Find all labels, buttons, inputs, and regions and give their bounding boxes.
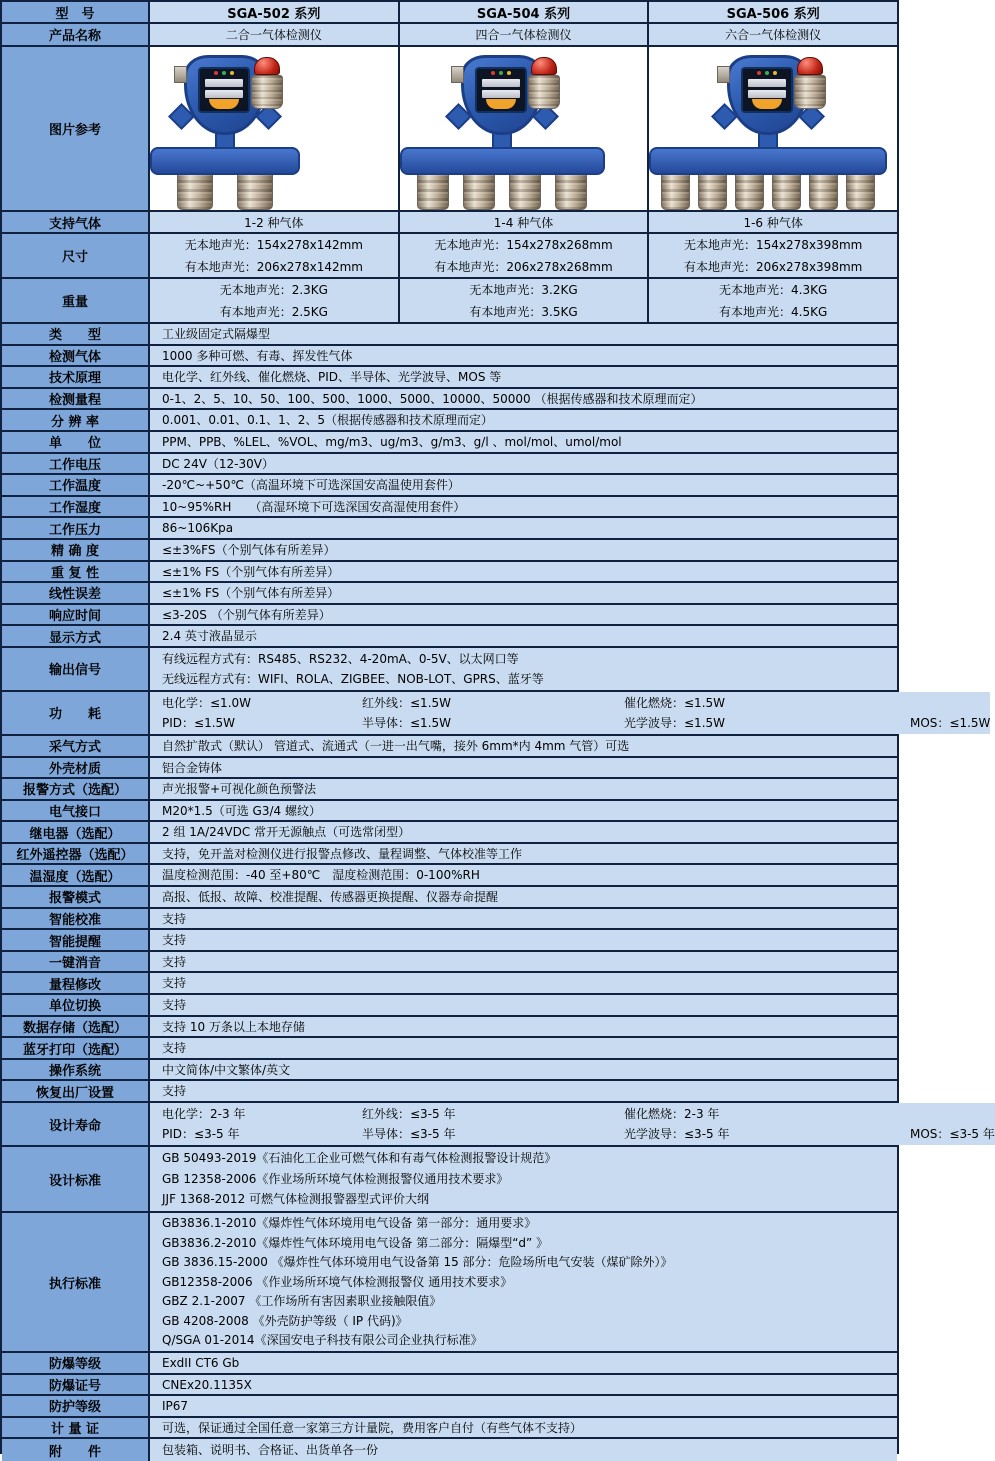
row-label-model: 型 号 [2, 2, 150, 22]
spec-row-value [150, 1213, 897, 1351]
spec-row-label: 外壳材质 [2, 758, 150, 778]
spec-row-label: 分 辨 率 [2, 410, 150, 430]
spec-row-value [150, 909, 897, 929]
led-green [222, 71, 226, 75]
spec-row-label: 采气方式 [2, 736, 150, 756]
spec-line: 工业级固定式隔爆型 [162, 327, 271, 341]
spec-row [2, 1017, 897, 1039]
spec-line: 2.4 英寸液晶显示 [162, 629, 257, 644]
spec-line: 高报、低报、故障、校准提醒、传感器更换提醒、仪器寿命提醒 [162, 890, 499, 905]
gas-support-504: 1-4 种气体 [400, 212, 650, 232]
sensor-manifold-bar [400, 147, 605, 175]
screen-reading-row [205, 79, 243, 87]
spec-row-value [150, 497, 897, 517]
spec-line: GB 3836.15-2000 《爆炸性气体环境用电气设备第 15 部分：危险场所电气安装（煤矿除外）》 [162, 1255, 673, 1270]
spec-row-label: 功 耗 [2, 692, 150, 734]
spec-row-value [150, 583, 897, 603]
spec-row [2, 1038, 897, 1060]
sensor-row [653, 170, 883, 210]
mount-ear-left [168, 103, 195, 130]
gas-detector-illustration [649, 53, 887, 209]
spec-line: Q/SGA 01-2014《深国安电子科技有限公司企业执行标准》 [162, 1332, 483, 1347]
spec-row [2, 518, 897, 540]
spec-row-value [150, 973, 897, 993]
spec-row [2, 475, 897, 497]
spec-line: PPM、PPB、%LEL、%VOL、mg/m3、ug/m3、g/m3、g/l 、mol/mol、umol/mol [162, 434, 622, 449]
spec-row-label: 单 位 [2, 432, 150, 452]
spec-row-value [150, 562, 897, 582]
spec-grid-segment: PID：≤1.5W [162, 715, 236, 730]
spec-row-label: 检测量程 [2, 389, 150, 409]
beacon-body [251, 75, 283, 109]
weight-506 [649, 279, 897, 322]
beacon-red-dome [531, 57, 557, 75]
row-label-weight: 重量 [2, 279, 150, 322]
spec-row-label: 一键消音 [2, 952, 150, 972]
spec-row [2, 1353, 897, 1375]
spec-row [2, 1213, 897, 1353]
led-green [499, 71, 503, 75]
screen-button-arc [209, 99, 239, 109]
spec-grid-segment: 电化学：2-3 年 [162, 1106, 246, 1121]
spec-grid-segment: 催化燃烧：≤1.5W [624, 695, 726, 710]
spec-row [2, 497, 897, 519]
spec-grid-segment: 催化燃烧：2-3 年 [624, 1106, 720, 1121]
spec-row-label: 工作电压 [2, 454, 150, 474]
spec-row-value [150, 758, 897, 778]
spec-row [2, 1081, 897, 1103]
spec-row-value [150, 930, 897, 950]
spec-row-label: 电气接口 [2, 801, 150, 821]
spec-rows-container [2, 324, 995, 1461]
spec-row-value [150, 475, 897, 495]
brass-sensor [237, 170, 273, 210]
spec-line: GB12358-2006 《作业场所环境气体检测报警仪 通用技术要求》 [162, 1274, 513, 1289]
spec-line: -20℃~+50℃（高温环境下可选深国安高温使用套件） [162, 478, 460, 493]
spec-row-label: 输出信号 [2, 648, 150, 690]
spec-line: 支持 [162, 911, 187, 926]
spec-row-label: 防爆证号 [2, 1375, 150, 1395]
spec-row [2, 692, 991, 736]
spec-row [2, 1103, 995, 1147]
screen-reading-row [748, 79, 786, 87]
spec-row [2, 540, 897, 562]
spec-row [2, 324, 897, 346]
model-header-row [2, 2, 897, 24]
spec-line: ≤3-20S （个别气体有所差异） [162, 607, 331, 622]
spec-row-label: 智能提醒 [2, 930, 150, 950]
spec-row [2, 865, 897, 887]
spec-row [2, 410, 897, 432]
lcd-screen [198, 67, 250, 113]
spec-line: 可选，保证通过全国任意一家第三方计量院，费用客户自付（有些气体不支持） [162, 1420, 583, 1435]
spec-row-value [150, 1439, 897, 1461]
spec-line: 支持 [162, 933, 187, 948]
spec-line: 支持 [162, 954, 187, 969]
spec-row [2, 648, 897, 692]
weight-row [2, 279, 897, 324]
spec-row [2, 844, 897, 866]
spec-row-label: 数据存储（选配） [2, 1017, 150, 1037]
dimensions-502 [150, 234, 400, 277]
weight-502-no-alarm: 无本地声光：2.3KG [219, 283, 328, 298]
weight-502-with-alarm: 有本地声光：2.5KG [219, 304, 328, 319]
sensor-manifold-bar [649, 147, 887, 175]
spec-line: 温度检测范围：-40 至+80℃ 湿度检测范围：0-100%RH [162, 868, 480, 883]
spec-row [2, 822, 897, 844]
spec-row-label: 单位切换 [2, 995, 150, 1015]
spec-row-label: 防爆等级 [2, 1353, 150, 1373]
detector-head [727, 55, 809, 135]
spec-row-label: 继电器（选配） [2, 822, 150, 842]
dim-504-no-alarm: 无本地声光：154x278x268mm [434, 238, 613, 253]
spec-line: 支持 [162, 1084, 187, 1099]
dim-506-with-alarm: 有本地声光：206x278x398mm [684, 259, 863, 274]
spec-row [2, 626, 897, 648]
led-green [765, 71, 769, 75]
spec-line: 无线远程方式有：WIFI、ROLA、ZIGBEE、NOB-LOT、GPRS、蓝牙等 [162, 671, 544, 686]
spec-row [2, 973, 897, 995]
spec-line: 电化学、红外线、催化燃烧、PID、半导体、光学波导、MOS 等 [162, 370, 502, 385]
led-red [491, 71, 495, 75]
weight-502 [150, 279, 400, 322]
screen-button-arc [486, 99, 516, 109]
spec-line: 86~106Kpa [162, 521, 234, 536]
spec-line: DC 24V（12-30V） [162, 456, 274, 471]
brass-sensor [463, 170, 495, 210]
spec-row-label: 附 件 [2, 1439, 150, 1461]
spec-row [2, 346, 897, 368]
spec-row [2, 432, 897, 454]
spec-line: CNEx20.1135X [162, 1377, 252, 1392]
spec-line: 包装箱、说明书、合格证、出货单各一份 [162, 1442, 379, 1457]
spec-row-label: 工作压力 [2, 518, 150, 538]
dim-506-no-alarm: 无本地声光：154x278x398mm [684, 238, 863, 253]
spec-line: 中文简体/中文繁体/英文 [162, 1062, 291, 1077]
row-label-product-name: 产品名称 [2, 24, 150, 45]
spec-row-value [150, 1418, 897, 1438]
status-leds [491, 71, 511, 75]
detector-head [184, 55, 266, 135]
spec-row-label: 显示方式 [2, 626, 150, 646]
mount-ear-left [711, 103, 738, 130]
spec-line: JJF 1368-2012 可燃气体检测报警器型式评价大纲 [162, 1192, 430, 1207]
spec-grid-segment: 电化学：≤1.0W [162, 695, 252, 710]
spec-line: 10~95%RH （高湿环境下可选深国安高湿使用套件） [162, 499, 466, 514]
screen-reading-row [748, 90, 786, 98]
spec-row [2, 583, 897, 605]
spec-grid-segment [910, 1105, 995, 1124]
product-name-502: 二合一气体检测仪 [150, 24, 400, 45]
spec-row [2, 367, 897, 389]
product-name-506: 六合一气体检测仪 [649, 24, 897, 45]
spec-row [2, 887, 897, 909]
side-fitting-left [451, 66, 464, 83]
alarm-beacon [794, 57, 826, 109]
spec-row-label: 工作温度 [2, 475, 150, 495]
spec-line: M20*1.5（可选 G3/4 螺纹） [162, 803, 321, 818]
spec-row-value [150, 648, 897, 690]
weight-506-no-alarm: 无本地声光：4.3KG [719, 283, 828, 298]
spec-grid-segment: 光学波导：≤1.5W [624, 715, 726, 730]
spec-line: 1000 多种可燃、有毒、挥发性气体 [162, 348, 353, 363]
beacon-body [794, 75, 826, 109]
lcd-screen [741, 67, 793, 113]
led-yellow [230, 71, 234, 75]
led-red [214, 71, 218, 75]
brass-sensor [417, 170, 449, 210]
spec-row-value [150, 1103, 995, 1145]
spec-row-value [150, 605, 897, 625]
spec-row-label: 检测气体 [2, 346, 150, 366]
spec-row-value [150, 1353, 897, 1373]
spec-row [2, 454, 897, 476]
spec-row-value [150, 432, 897, 452]
spec-row [2, 1060, 897, 1082]
spec-grid-segment: 红外线：≤3-5 年 [362, 1106, 456, 1121]
spec-row [2, 389, 897, 411]
spec-line: GB3836.2-2010《爆炸性气体环境用电气设备 第二部分：隔爆型“d” 》 [162, 1235, 549, 1250]
spec-line: ≤±1% FS（个别气体有所差异） [162, 564, 340, 579]
weight-504 [400, 279, 650, 322]
led-yellow [507, 71, 511, 75]
dim-502-with-alarm: 有本地声光：206x278x142mm [184, 259, 363, 274]
spec-row [2, 1375, 897, 1397]
spec-row-value [150, 324, 897, 344]
screen-reading-row [205, 90, 243, 98]
spec-row [2, 736, 897, 758]
spec-grid-segment: MOS：≤1.5W [910, 715, 991, 730]
brass-sensor [698, 170, 727, 210]
spec-row-label: 蓝牙打印（选配） [2, 1038, 150, 1058]
spec-row [2, 995, 897, 1017]
model-sga-506: SGA-506 系列 [649, 2, 897, 22]
led-red [757, 71, 761, 75]
spec-row [2, 779, 897, 801]
spec-row [2, 1439, 897, 1461]
weight-504-no-alarm: 无本地声光：3.2KG [469, 283, 578, 298]
lcd-screen [475, 67, 527, 113]
status-leds [214, 71, 234, 75]
product-image-sga-502 [150, 47, 400, 210]
spec-row-value [150, 1396, 897, 1416]
weight-504-with-alarm: 有本地声光：3.5KG [469, 304, 578, 319]
status-leds [757, 71, 777, 75]
spec-line: 有线远程方式有：RS485、RS232、4-20mA、0-5V、以太网口等 [162, 651, 519, 666]
spec-row [2, 952, 897, 974]
model-sga-504: SGA-504 系列 [400, 2, 650, 22]
spec-row-label: 温湿度（选配） [2, 865, 150, 885]
spec-row [2, 801, 897, 823]
spec-line: 声光报警+可视化颜色预警法 [162, 782, 317, 797]
spec-line: ≤±3%FS（个别气体有所差异） [162, 542, 336, 557]
spec-row-label: 智能校准 [2, 909, 150, 929]
spec-row-label: 红外遥控器（选配） [2, 844, 150, 864]
screen-reading-row [482, 79, 520, 87]
spec-grid-segment [910, 694, 990, 713]
sensor-row [404, 170, 601, 210]
spec-row-label: 线性误差 [2, 583, 150, 603]
dimensions-row [2, 234, 897, 279]
spec-row-label: 恢复出厂设置 [2, 1081, 150, 1101]
dimensions-506 [649, 234, 897, 277]
spec-line: IP67 [162, 1399, 189, 1414]
detector-head [461, 55, 543, 135]
spec-grid-segment: 半导体：≤1.5W [362, 715, 452, 730]
row-label-image: 图片参考 [2, 47, 150, 210]
beacon-red-dome [254, 57, 280, 75]
spec-row-label: 报警模式 [2, 887, 150, 907]
spec-grid-segment: 光学波导：≤3-5 年 [624, 1126, 730, 1141]
spec-row-value [150, 844, 897, 864]
spec-row-value [150, 1375, 897, 1395]
spec-line: GB3836.1-2010《爆炸性气体环境用电气设备 第一部分：通用要求》 [162, 1216, 537, 1231]
spec-line: GB 50493-2019《石油化工企业可燃气体和有毒气体检测报警设计规范》 [162, 1151, 557, 1166]
gas-detector-illustration [400, 53, 605, 209]
spec-row-value [150, 626, 897, 646]
sensor-manifold-bar [150, 147, 300, 175]
product-image-sga-506 [649, 47, 897, 210]
spec-line: GB 4208-2008 《外壳防护等级（ IP 代码)》 [162, 1313, 408, 1328]
dim-504-with-alarm: 有本地声光：206x278x268mm [434, 259, 613, 274]
spec-row-label: 工作湿度 [2, 497, 150, 517]
spec-row-value [150, 540, 897, 560]
gas-support-502: 1-2 种气体 [150, 212, 400, 232]
spec-row-value [150, 346, 897, 366]
brass-sensor [509, 170, 541, 210]
spec-row-value [150, 822, 897, 842]
sensor-row [154, 170, 296, 210]
gas-support-row [2, 212, 897, 234]
spec-row [2, 1396, 897, 1418]
spec-row-label: 防护等级 [2, 1396, 150, 1416]
spec-line: 自然扩散式（默认） 管道式、流通式（一进一出气嘴，接外 6mm*内 4mm 气管）可选 [162, 738, 630, 753]
image-reference-row [2, 47, 897, 212]
spec-row-label: 执行标准 [2, 1213, 150, 1351]
spec-row-label: 计 量 证 [2, 1418, 150, 1438]
spec-line: 支持 [162, 976, 187, 991]
spec-row-value [150, 801, 897, 821]
spec-line: 支持 [162, 998, 187, 1013]
spec-grid-segment: PID：≤3-5 年 [162, 1126, 240, 1141]
spec-line: 0.001、0.01、0.1、1、2、5（根据传感器和技术原理而定） [162, 413, 494, 428]
spec-line: 支持，免开盖对检测仪进行报警点修改、量程调整、气体校准等工作 [162, 846, 523, 861]
spec-row [2, 758, 897, 780]
brass-sensor [177, 170, 213, 210]
spec-row-label: 设计寿命 [2, 1103, 150, 1145]
spec-row-value [150, 887, 897, 907]
brass-sensor [772, 170, 801, 210]
row-label-gas-support: 支持气体 [2, 212, 150, 232]
product-image-sga-504 [400, 47, 650, 210]
spec-row [2, 562, 897, 584]
product-name-row [2, 24, 897, 47]
spec-row-value [150, 692, 990, 734]
spec-row [2, 909, 897, 931]
brass-sensor [735, 170, 764, 210]
beacon-body [528, 75, 560, 109]
spec-row-label: 类 型 [2, 324, 150, 344]
spec-row-value [150, 1060, 897, 1080]
spec-row-label: 操作系统 [2, 1060, 150, 1080]
brass-sensor [555, 170, 587, 210]
dimensions-504 [400, 234, 650, 277]
brass-sensor [809, 170, 838, 210]
spec-row [2, 1418, 897, 1440]
gas-support-506: 1-6 种气体 [649, 212, 897, 232]
spec-line: ExdII CT6 Gb [162, 1356, 240, 1370]
led-yellow [773, 71, 777, 75]
spec-grid-segment: 红外线：≤1.5W [362, 695, 452, 710]
spec-row [2, 605, 897, 627]
spec-line: 支持 [162, 1041, 187, 1056]
spec-grid-segment: 半导体：≤3-5 年 [362, 1126, 456, 1141]
side-fitting-left [717, 66, 730, 83]
screen-reading-row [482, 90, 520, 98]
spec-line: 支持 10 万条以上本地存储 [162, 1019, 305, 1034]
alarm-beacon [528, 57, 560, 109]
spec-line: ≤±1% FS（个别气体有所差异） [162, 586, 340, 601]
spec-row-value [150, 410, 897, 430]
spec-row [2, 930, 897, 952]
spec-row-label: 重 复 性 [2, 562, 150, 582]
mount-ear-left [445, 103, 472, 130]
spec-row-value [150, 865, 897, 885]
brass-sensor [846, 170, 875, 210]
spec-line: GB 12358-2006《作业场所环境气体检测报警仪通用技术要求》 [162, 1171, 509, 1186]
model-sga-502: SGA-502 系列 [150, 2, 400, 22]
spec-row-value [150, 779, 897, 799]
spec-row-value [150, 367, 897, 387]
beacon-red-dome [797, 57, 823, 75]
spec-line: 0-1、2、5、10、50、100、500、1000、5000、10000、50000 （根据传感器和技术原理而定） [162, 391, 703, 406]
spec-row-label: 技术原理 [2, 367, 150, 387]
spec-row-value [150, 736, 897, 756]
row-label-dimensions: 尺寸 [2, 234, 150, 277]
spec-row-label: 量程修改 [2, 973, 150, 993]
spec-row-value [150, 454, 897, 474]
spec-row-value [150, 995, 897, 1015]
brass-sensor [661, 170, 690, 210]
weight-506-with-alarm: 有本地声光：4.5KG [719, 304, 828, 319]
spec-row [2, 1147, 897, 1213]
spec-row-value [150, 1147, 897, 1211]
spec-line: GBZ 2.1-2007 《工作场所有害因素职业接触限值》 [162, 1294, 442, 1309]
alarm-beacon [251, 57, 283, 109]
spec-row-value [150, 1038, 897, 1058]
spec-row-label: 报警方式（选配） [2, 779, 150, 799]
product-name-504: 四合一气体检测仪 [400, 24, 650, 45]
spec-row-value [150, 389, 897, 409]
spec-grid-segment: MOS：≤3-5 年 [910, 1126, 995, 1141]
gas-detector-illustration [150, 53, 300, 209]
spec-row-value [150, 952, 897, 972]
spec-row-label: 响应时间 [2, 605, 150, 625]
dim-502-no-alarm: 无本地声光：154x278x142mm [184, 238, 363, 253]
spec-row-label: 精 确 度 [2, 540, 150, 560]
screen-button-arc [752, 99, 782, 109]
spec-row-label: 设计标准 [2, 1147, 150, 1211]
spec-row-value [150, 518, 897, 538]
spec-line: 铝合金铸体 [162, 760, 223, 775]
spec-line: 2 组 1A/24VDC 常开无源触点（可选常闭型） [162, 825, 411, 840]
side-fitting-left [174, 66, 187, 83]
spec-row-value [150, 1081, 897, 1101]
spec-row-value [150, 1017, 897, 1037]
